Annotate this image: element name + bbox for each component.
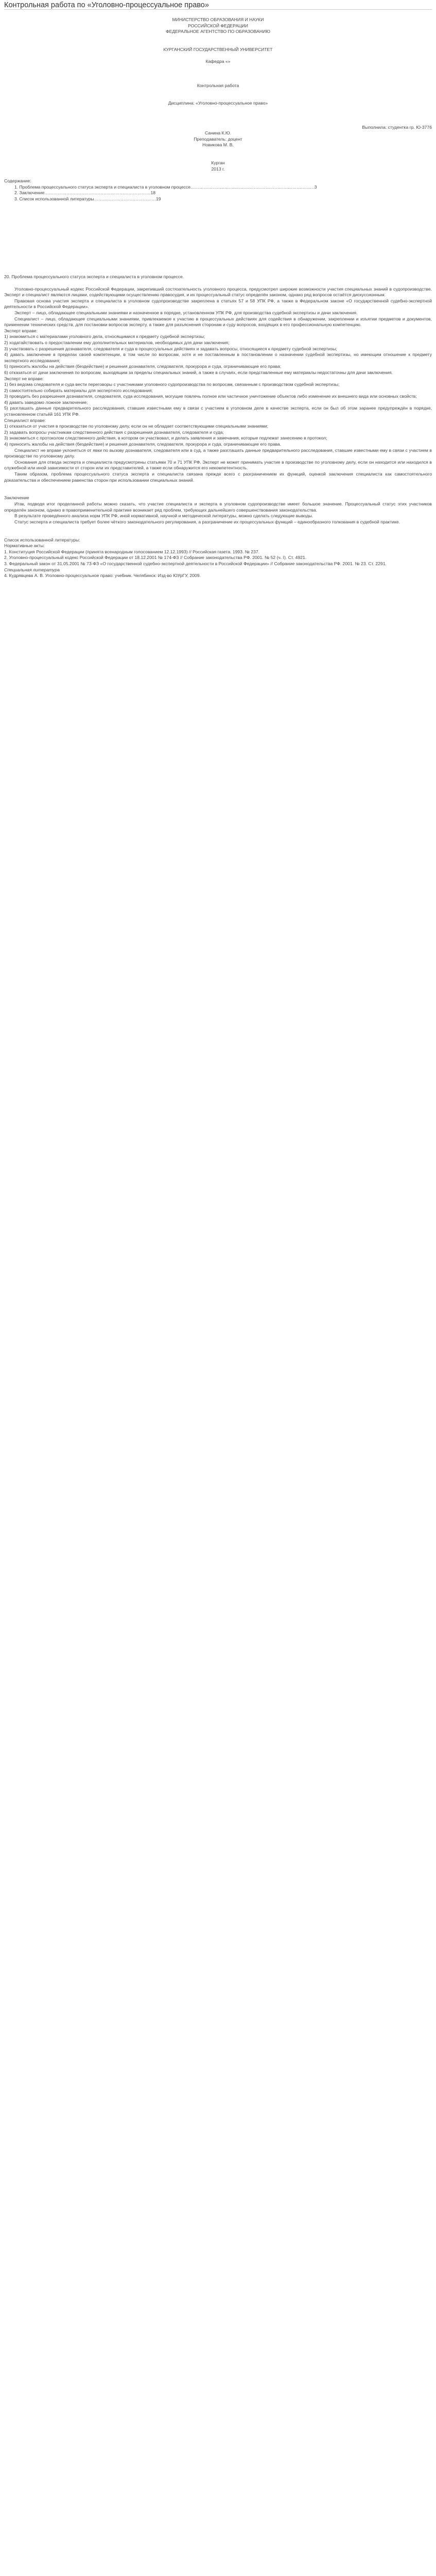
teacher-name: Новикова М. В.: [202, 142, 234, 148]
list-item: 6) отказаться от дачи заключения по вопросам, выходящим за пределы специальных знаний, а также в случаях, если представленные ему материалы недостаточны для дачи заключения.: [4, 369, 393, 375]
body-paragraph: Основания для отвода эксперта и специалиста предусмотрены статьями 70 и 71 УПК РФ. Эксперт не может принимать участие в производстве по уголовному делу, если он находится или находился в служебной или иной зависимости от сторон или их представителей, а также если обнаружится его некомпетентность.: [4, 459, 432, 471]
list-item: 4) приносить жалобы на действия (бездействие) и решения дознавателя, следователя, прокурора и суда, ограничивающие его права.: [4, 442, 282, 447]
source-item: 1. Конституция Российской Федерации (принята всенародным голосованием 12.12.1993) // Российская газета. 1993. № 237.: [4, 549, 260, 554]
department-name: Кафедра «»: [205, 59, 231, 64]
list-item: 2) ходатайствовать о предоставлении ему дополнительных материалов, необходимых для дачи заключения;: [4, 340, 230, 345]
list-item: 1) без ведома следователя и суда вести переговоры с участниками уголовного судопроизводства по вопросам, связанным с производством судебной экспертизы;: [4, 382, 340, 387]
source-item: 2. Уголовно-процессуальный кодекс Российской Федерации от 18.12.2001 № 174-ФЗ // Собрание законодательства РФ. 2001. № 52 (ч. I). Ст. 4921.: [4, 555, 307, 561]
performer-label: Выполнила: студентка гр. Ю-3776: [362, 124, 432, 130]
special-label: Специальная литература: [4, 567, 60, 572]
body-paragraph: Эксперт вправе:: [4, 328, 38, 333]
year: 2013 г.: [211, 166, 225, 172]
body-paragraph: Специалист – лицо, обладающее специальными знаниями, привлекаемое к участию в процессуальных действиях для содействия в обнаружении, закреплении и изъятии предметов и документов, применении технических средств, для постановки вопросов эксперту, а также для разъяснения сторонам и суду вопросов, входящих в его профессиональную компетенцию.: [4, 316, 432, 328]
performer-name: Санина К.Ю.: [204, 130, 231, 136]
work-type: Контрольная работа: [197, 82, 239, 88]
title-divider: [4, 9, 432, 10]
list-item: 4) давать заведомо ложное заключение;: [4, 399, 88, 405]
teacher-label: Преподаватель: доцент: [194, 136, 242, 142]
list-item: 1) отказаться от участия в производстве по уголовному делу, если он не обладает соответствующими специальными знаниями;: [4, 423, 269, 429]
list-item: 3) проводить без разрешения дознавателя, следователя, суда исследования, могущие повлечь полное или частичное уничтожение объектов либо изменение их внешнего вида или основных свойств;: [4, 394, 417, 399]
ministry-line: МИНИСТЕРСТВО ОБРАЗОВАНИЯ И НАУКИ: [172, 17, 264, 22]
sources-heading: Список использованной литературы:: [4, 537, 80, 543]
toc-item: 1. Проблема процессуального статуса эксперта и специалиста в уголовном процессе…………………………………………………………………………3: [14, 184, 317, 190]
list-item: 1) знакомиться с материалами уголовного дела, относящимися к предмету судебной экспертизы;: [4, 334, 205, 340]
toc-list: [4, 184, 432, 202]
toc-item: 3. Список использованной литературы……………………………………19: [14, 196, 161, 201]
source-item: 3. Федеральный закон от 31.05.2001 № 73-ФЗ «О государственной судебно-экспертной деятельности в Российской Федерации» // Собрание законодательства РФ. 2001. № 23. Ст. 2291.: [4, 561, 387, 566]
conclusion-heading: Заключение: [4, 495, 29, 501]
discipline: Дисциплина: «Уголовно-процессуальное право»: [168, 100, 268, 106]
list-item: 2) самостоятельно собирать материалы для экспертного исследования;: [4, 387, 153, 393]
list-item: 5) приносить жалобы на действия (бездействие) и решения дознавателя, следователя, прокурора и суда, ограничивающие его права;: [4, 364, 282, 369]
conclusion-paragraph: Статус эксперта и специалиста требует более чёткого законодательного регулирования, а разграничение их процессуальных функций – единообразного толкования в судебной практике.: [14, 519, 400, 524]
body-paragraph: Уголовно-процессуальный кодекс Российской Федерации, закрепивший состязательность уголовного процесса, предусмотрел широкие возможности участия специальных знаний в судопроизводстве. Эксперт и специалист являются лицами, содействующими осуществлению правосудия, и их процессуальный статус определён законом, однако ряд вопросов остаётся дискуссионным.: [4, 286, 432, 298]
list-item: 3) участвовать с разрешения дознавателя, следователя и суда в процессуальных действиях и задавать вопросы, относящиеся к предмету судебной экспертизы;: [4, 346, 337, 351]
list-item: 4) давать заключение в пределах своей компетенции, в том числе по вопросам, хотя и не поставленным в постановлении о назначении судебной экспертизы, но имеющим отношение к предмету экспертного исследования;: [4, 352, 432, 363]
section-heading: 20. Проблема процессуального статуса эксперта и специалиста в уголовном процессе.: [4, 274, 184, 280]
body-paragraph: Эксперт не вправе:: [4, 376, 44, 381]
city: Курган: [211, 160, 225, 166]
body-paragraph: Эксперт – лицо, обладающее специальными знаниями и назначенное в порядке, установленном УПК РФ, для производства судебной экспертизы и дачи заключения.: [14, 310, 358, 315]
conclusion-paragraph: Итак, подводя итог проделанной работы можно сказать, что участие специалиста и эксперта в уголовном судопроизводстве имеет большое значение. Процессуальный статус этих участников определён законом, однако в правоприменительной практике возникает ряд проблем, требующих дальнейшего совершенствования законодательства.: [4, 501, 432, 513]
source-item: 4. Кудрявцева А. В. Уголовно-процессуальное право: учебник. Челябинск: Изд-во ЮУрГУ, 2009.: [4, 573, 201, 579]
ministry-line: ФЕДЕРАЛЬНОЕ АГЕНТСТВО ПО ОБРАЗОВАНИЮ: [166, 29, 270, 35]
list-item: 5) разглашать данные предварительного расследования, ставшие известными ему в связи с участием в уголовном деле в качестве эксперта, если он был об этом заранее предупреждён в порядке, установленном статьёй 161 УПК РФ.: [4, 405, 432, 417]
body-paragraph: Специалист вправе:: [4, 417, 46, 423]
contents-label: Содержание:: [4, 178, 31, 184]
toc-item: 2. Заключение………………………………………………………………18: [14, 190, 156, 196]
list-item: 3) знакомиться с протоколом следственного действия, в котором он участвовал, и делать заявления и замечания, которые подлежат занесению в протокол;: [4, 435, 327, 441]
document-body: [4, 11, 432, 579]
ministry-line: РОССИЙСКОЙ ФЕДЕРАЦИИ: [188, 23, 248, 28]
body-paragraph: Специалист не вправе уклоняться от явки по вызову дознавателя, следователя или в суд, а также разглашать данные предварительного расследования, ставшие известными ему в связи с участием в производстве по уголовному делу.: [4, 447, 432, 459]
university-name: КУРГАНСКИЙ ГОСУДАРСТВЕННЫЙ УНИВЕРСИТЕТ: [163, 46, 273, 52]
body-paragraph: Правовая основа участия эксперта и специалиста в уголовном судопроизводстве закреплена в статьях 57 и 58 УПК РФ, а также в Федеральном законе «О государственной судебно-экспертной деятельности в Российской Федерации».: [4, 298, 432, 310]
normative-label: Нормативные акты:: [4, 543, 45, 549]
body-paragraph: Таким образом, проблема процессуального статуса эксперта и специалиста связана прежде всего с разграничением их функций, оценкой заключения специалиста как самостоятельного доказательства и обеспечением равенства сторон при использовании специальных знаний.: [4, 471, 432, 483]
list-item: 2) задавать вопросы участникам следственного действия с разрешения дознавателя, следователя и суда;: [4, 429, 224, 435]
conclusion-paragraph: В результате проведённого анализа норм УПК РФ, иной нормативной, научной и методической литературы, можно сделать следующие выводы.: [14, 513, 313, 519]
page-title: Контрольная работа по «Уголовно-процессуальное право»: [4, 1, 209, 9]
